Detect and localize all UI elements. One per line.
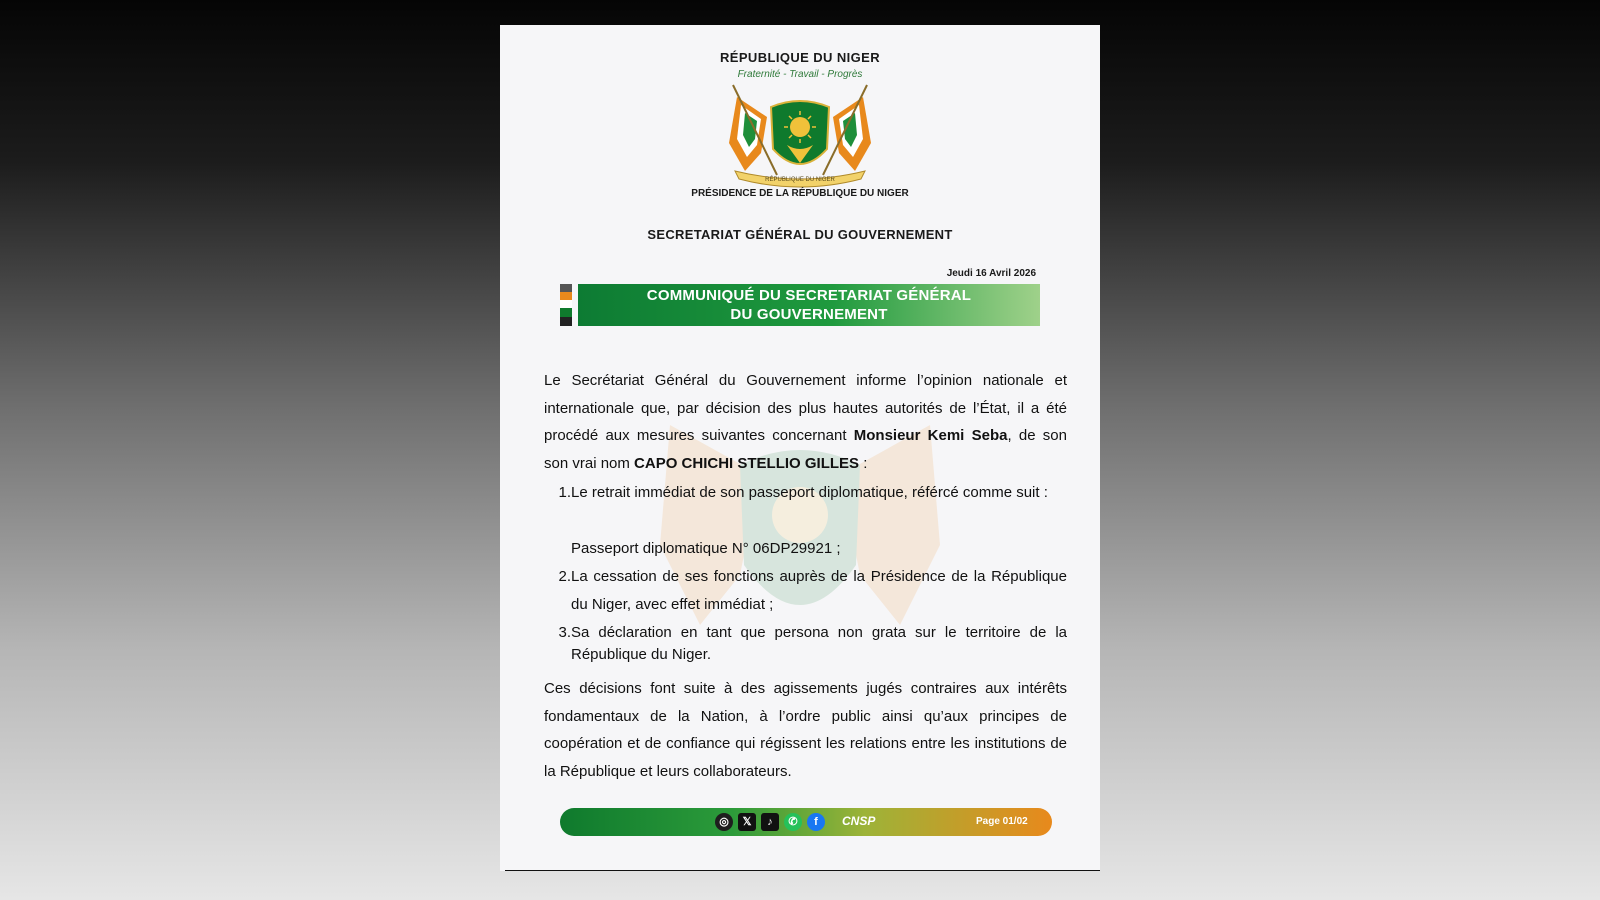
communique-date: Jeudi 16 Avril 2026 [946, 268, 1036, 279]
intro-paragraph [544, 367, 1067, 477]
whatsapp-icon[interactable]: ✆ [784, 813, 802, 831]
niger-coat-of-arms-emblem [715, 83, 885, 189]
bottom-divider [505, 870, 1100, 871]
communique-document [500, 25, 1100, 871]
list-item-text: Sa déclaration en tant que persona non grata sur le territoire de la République du Niger. [571, 624, 1067, 663]
web-icon[interactable]: ◎ [715, 813, 733, 831]
communique-banner [578, 284, 1040, 326]
facebook-icon[interactable]: f [807, 813, 825, 831]
list-item-text: La cessation de ses fonctions auprès de la Présidence de la République du Niger, avec effet immédiat ; [571, 568, 1067, 613]
page-number: Page 01/02 [976, 816, 1028, 827]
banner-line-1: COMMUNIQUÉ DU SECRETARIAT GÉNÉRAL [646, 287, 972, 304]
national-motto: Fraternité - Travail - Progrès [737, 69, 863, 80]
conclusion-paragraph: Ces décisions font suite à des agissements jugés contraires aux intérêts fondamentaux de la Nation, à l’ordre public ainsi qu’aux principes de coopération et de confiance qui régissent les relations entre les institutions de la République et leurs collaborateurs. [544, 680, 1067, 780]
list-item-number: 3. [558, 624, 571, 641]
passport-reference: Passeport diplomatique N° 06DP29921 ; [571, 540, 841, 557]
country-title: RÉPUBLIQUE DU NIGER [719, 50, 880, 65]
list-item-number: 1. [558, 484, 571, 501]
person-real-name: CAPO CHICHI STELLIO GILLES [634, 454, 860, 472]
flag-stripe-icon [560, 284, 572, 326]
tiktok-icon[interactable]: ♪ [761, 813, 779, 831]
footer-brand: CNSP [842, 814, 876, 828]
presidency-label: PRÉSIDENCE DE LA RÉPUBLIQUE DU NIGER [691, 188, 909, 199]
list-item-number: 2. [558, 568, 571, 585]
monsieur-label: Monsieur [853, 427, 928, 444]
svg-text:RÉPUBLIQUE DU NIGER: RÉPUBLIQUE DU NIGER [765, 177, 835, 183]
person-alias: Kemi Seba [927, 427, 1008, 444]
x-icon[interactable]: 𝕏 [738, 813, 756, 831]
footer-bar [560, 808, 1052, 836]
intro-text: Le Secrétariat Général du Gouvernement informe l’opinion nationale et internationale que, par décision des plus hautes autorités de l’État, il a été procédé aux mesures suivantes concernant [544, 372, 1067, 444]
list-item-text: Le retrait immédiat de son passeport diplomatique, référcé comme suit : [571, 484, 1048, 501]
intro-text-middle: , de son son vrai nom [544, 427, 1067, 472]
department-title: SECRETARIAT GÉNÉRAL DU GOUVERNEMENT [647, 227, 953, 242]
intro-text-end: : [859, 454, 868, 472]
banner-line-2: DU GOUVERNEMENT [730, 306, 888, 323]
